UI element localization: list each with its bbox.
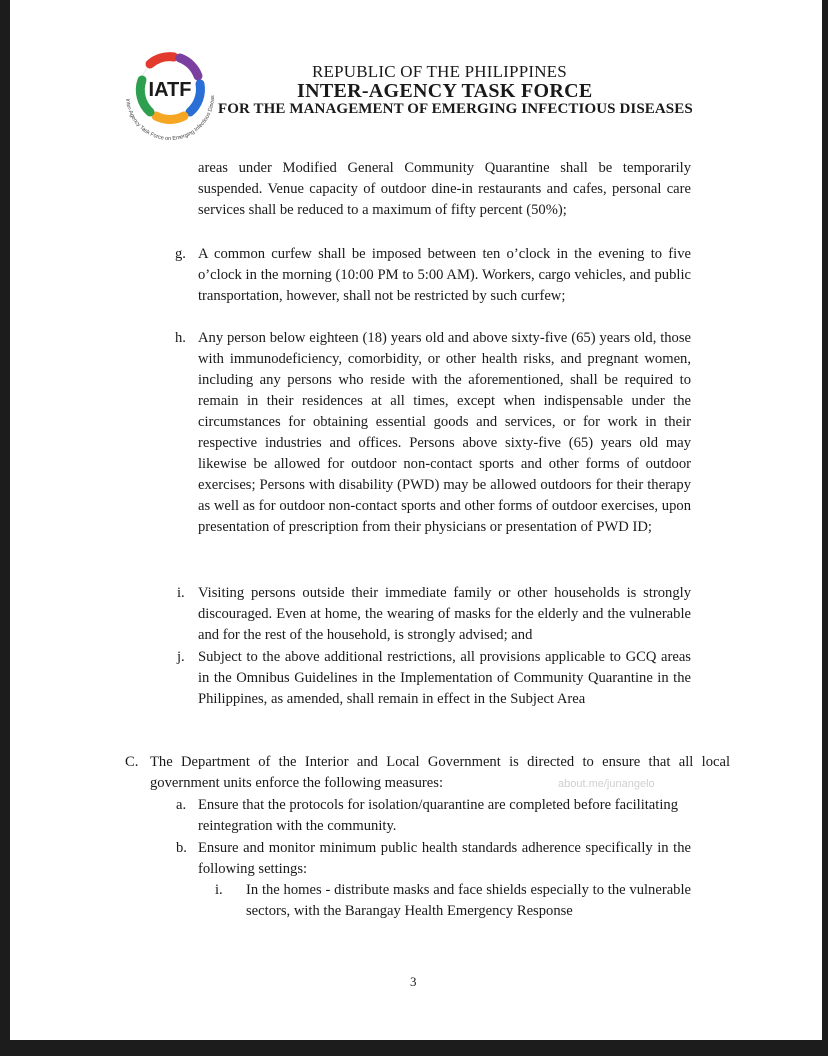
document-page <box>10 0 822 1040</box>
item-h-text: Any person below eighteen (18) years old and above sixty-five (65) years old, those with immunodeficiency, comorbidity, or other health risks, and pregnant women, including any persons who reside with the aforementioned, shall be required to remain in their residences at all times, except when indispensable under the circumstances for obtaining essential goods and services, or for work in their respective industries and offices. Persons above sixty-five (65) years old may likewise be allowed for outdoor non-contact sports and other forms of outdoor exercises; Persons with disability (PWD) may be allowed outdoors for their therapy as well as for outdoor non-contact sports and other forms of outdoor exercises, upon presentation of prescription from their physicians or presentation of PWD ID; <box>198 330 691 535</box>
header-republic: REPUBLIC OF THE PHILIPPINES <box>312 62 567 81</box>
item-j <box>198 647 691 710</box>
section-c-a-text: Ensure that the protocols for isolation/quarantine are completed before facilitating reintegration with the community. <box>198 797 678 834</box>
section-c-b-i-marker: i. <box>215 882 223 898</box>
section-c-b-marker: b. <box>176 840 187 856</box>
iatf-logo <box>112 36 224 148</box>
item-h-marker: h. <box>175 330 186 346</box>
page-number: 3 <box>410 974 417 989</box>
header-emerging-diseases: FOR THE MANAGEMENT OF EMERGING INFECTIOUS DISEASES <box>218 101 693 117</box>
item-j-text: Subject to the above additional restrictions, all provisions applicable to GCQ areas in the Omnibus Guidelines in the Implementation of Community Quarantine in the Philippines, as amended, shall remain in effect in the Subject Area <box>198 649 691 707</box>
item-g <box>198 244 691 307</box>
section-c-b-i <box>246 880 691 922</box>
section-c-text: The Department of the Interior and Local Government is directed to ensure that all local government units enforce the following measures: <box>150 754 730 791</box>
section-c-a <box>198 795 678 837</box>
section-c-b-i-text: In the homes - distribute masks and face shields especially to the vulnerable sectors, with the Barangay Health Emergency Response <box>246 882 691 919</box>
logo-ring-text: Inter-Agency Task Force on Emerging Infectious Diseas <box>124 95 217 143</box>
item-i-text: Visiting persons outside their immediate family or other households is strongly discouraged. Even at home, the wearing of masks for the elderly and the vulnerable and for the rest of the household, is strongly advised; and <box>198 585 691 643</box>
header-task-force: INTER-AGENCY TASK FORCE <box>297 80 593 102</box>
item-j-marker: j. <box>177 649 185 665</box>
item-g-marker: g. <box>175 246 186 262</box>
item-i <box>198 583 691 646</box>
section-c-b <box>198 838 691 880</box>
logo-text: IATF <box>148 79 192 101</box>
watermark: about.me/junangelo <box>558 778 655 790</box>
section-c-marker: C. <box>125 754 139 770</box>
item-i-marker: i. <box>177 585 185 601</box>
item-f-text: areas under Modified General Community Quarantine shall be temporarily suspended. Venue capacity of outdoor dine-in restaurants and cafes, personal care services shall be reduced to a maximum of fifty percent (50%); <box>198 160 691 218</box>
item-g-text: A common curfew shall be imposed between ten o’clock in the evening to five o’clock in the morning (10:00 PM to 5:00 AM). Workers, cargo vehicles, and public transportation, however, shall not be restricted by such curfew; <box>198 246 691 304</box>
section-c-b-text: Ensure and monitor minimum public health standards adherence specifically in the following settings: <box>198 840 691 877</box>
section-c-a-marker: a. <box>176 797 187 813</box>
item-h <box>198 328 691 538</box>
item-f-continuation <box>198 158 691 221</box>
